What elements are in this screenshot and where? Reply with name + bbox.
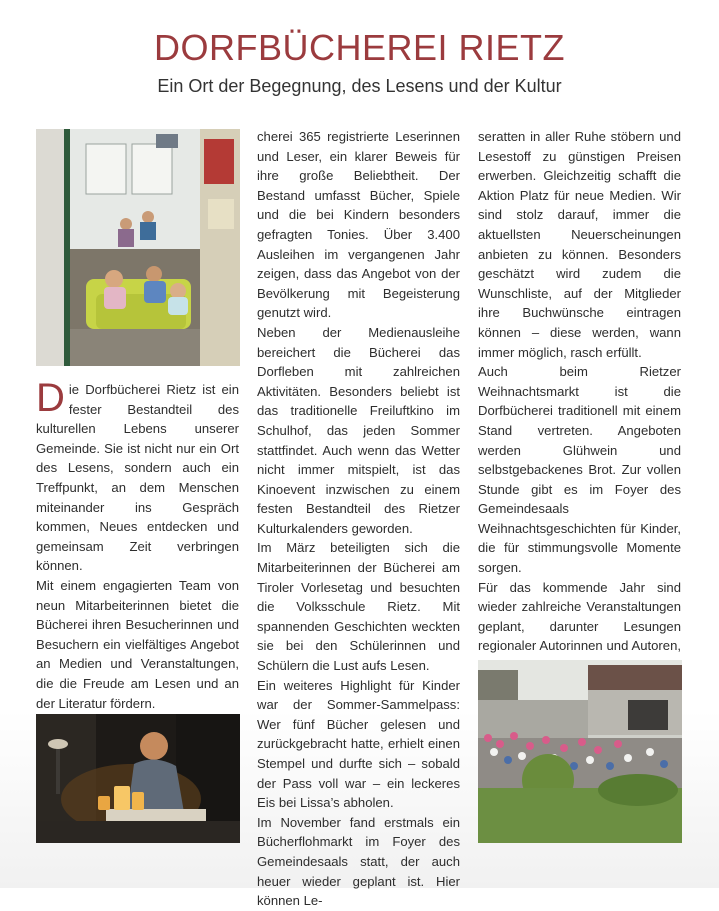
intro-paragraph xyxy=(36,376,239,576)
paragraph: Mit einem engagierten Team von neun Mitarbeiterinnen bietet die Bücherei ihren Besucherinnen und Besuchern ein vielfältiges Angebot an Medien und Veranstaltungen, die die Freude am Lesen und an der Literatur fördern. xyxy=(36,577,239,711)
article-column-1 xyxy=(36,376,239,733)
page-subtitle: Ein Ort der Begegnung, des Lesens und der Kultur xyxy=(157,76,562,96)
paragraph: Auch beim Rietzer Weihnachtsmarkt ist die Dorfbücherei traditionell mit einem Stand vertreten. Angeboten werden Glühwein und selbstgebackenes Brot. Zur vollen Stunde gibt es im Foyer des Gemeindesaals Weihnachtsgeschichten für Kinder, die für stimmungsvolle Momente sorgen. xyxy=(478,364,681,576)
paragraph: Ein weiteres Highlight für Kinder war der Sommer-Sammelpass: Wer fünf Bücher gelesen und zurückgebracht hatte, erhielt einen Stempel und durfte sich – sobald der Pass voll war – ein leckeres Eis bei Lissa’s abholen. xyxy=(257,677,460,811)
article-column-3 xyxy=(478,127,681,715)
paragraph: cherei 365 registrierte Leserinnen und Leser, ein klarer Beweis für ihre große Beliebtheit. Der Bestand umfasst Bücher, Spiele und die bei Kindern besonders gefragten Tonies. Über 3.400 Ausleihen im vergangenen Jahr zeigen, dass das Angebot von der Bevölkerung mit Begeisterung genutzt wird. xyxy=(257,129,460,321)
intro-text: ie Dorfbücherei Rietz ist ein fester Bestandteil des kulturellen Lebens unserer Gemeinde. Sie ist nicht nur ein Ort des Lesens, sondern auch ein Treffpunkt, an dem Menschen miteinander ins Gespräch kommen, Neues entdecken und gemeinsam Zeit verbringen können. xyxy=(36,382,239,574)
photo-children-reading xyxy=(36,129,240,366)
photo-schoolyard-cinema-crowd xyxy=(478,660,682,843)
drop-cap: D xyxy=(36,376,65,420)
photo-author-reading-by-lamplight xyxy=(36,714,240,843)
paragraph: Im März beteiligten sich die Mitarbeiterinnen der Bücherei am Tiroler Vorlesetag und besuchten die Volksschule Rietz. Mit spannenden Geschichten weckten sie bei den Schülerinnen und Schülern die Lust aufs Lesen. xyxy=(257,540,460,674)
article-column-2 xyxy=(257,127,460,911)
paragraph: Im November fand erstmals ein Bücherflohmarkt im Foyer des Gemeindesaals statt, der auch heuer wieder geplant ist. Hier können Le- xyxy=(257,814,460,909)
paragraph: Neben der Medienausleihe bereichert die Bücherei das Dorfleben mit zahlreichen Aktivitäten. Besonders beliebt ist das traditionelle Freiluftkino im Schulhof, das jeden Sommer stattfindet. Auch wenn das Wetter nicht immer mitspielt, ist das Kinoevent inzwischen zu einem festen Bestandteil des Rietzer Kulturkalenders geworden. xyxy=(257,324,460,536)
paragraph: seratten in aller Ruhe stöbern und Lesestoff zu günstigen Preisen erwerben. Gleichzeitig schafft die Aktion Platz für neue Medien. Wir sind stolz darauf, immer die aktuellsten Neuerscheinungen anbieten zu können. Besonders geschätzt wird zudem die Wunschliste, auf der Mitglieder ihre Buchwünsche eintragen können – diese werden, wann immer möglich, rasch erfüllt. xyxy=(478,129,681,360)
page-title: DORFBÜCHEREI RIETZ xyxy=(153,27,565,68)
paragraph: Für das kommende Jahr sind wieder zahlreiche Veranstaltungen geplant, darunter Lesungen regionaler Autorinnen und Autoren, xyxy=(478,579,681,654)
